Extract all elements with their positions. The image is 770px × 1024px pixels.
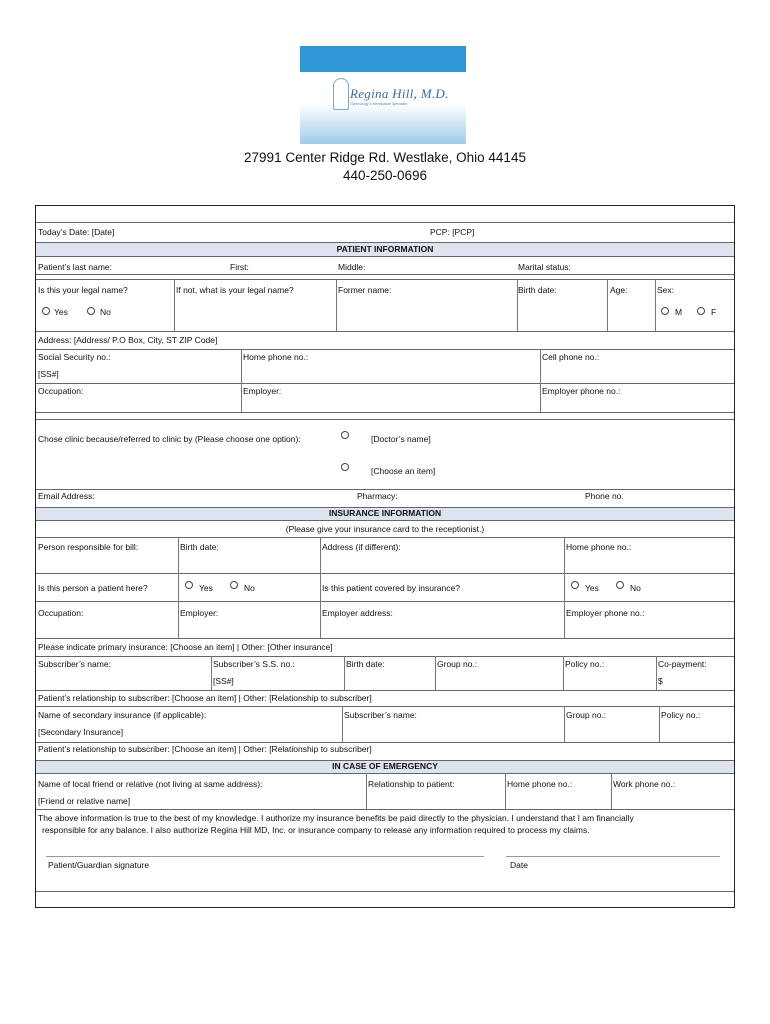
- email-label: Email Address:: [38, 491, 95, 501]
- authorization-statement-1: The above information is true to the best of my knowledge. I authorize my insurance benefits be paid directly to the physician. I understand that I am financially: [38, 813, 634, 823]
- legal-name-yes-label: Yes: [54, 307, 68, 317]
- is-patient-question: Is this person a patient here?: [38, 583, 148, 593]
- covered-question: Is this patient covered by insurance?: [322, 583, 460, 593]
- responsible-birth-label: Birth date:: [180, 542, 219, 552]
- secondary-group-label: Group no.:: [566, 710, 607, 720]
- clinic-doctor-field[interactable]: [Doctor’s name]: [371, 434, 431, 444]
- subscriber-ss-field[interactable]: [SS#]: [213, 676, 234, 686]
- address-if-different-label: Address (if different):: [322, 542, 401, 552]
- sex-f-label: F: [711, 307, 717, 317]
- ssn-field[interactable]: [SS#]: [38, 369, 59, 379]
- patient-info-heading: PATIENT INFORMATION: [336, 244, 434, 254]
- relationship-field[interactable]: Patient’s relationship to subscriber: [Choose an item] | Other: [Relationship to subscriber]: [38, 693, 372, 703]
- practice-phone: 440-250-0696: [342, 168, 428, 183]
- former-name-label: Former name:: [338, 285, 392, 295]
- copay-field[interactable]: $: [658, 676, 663, 686]
- friend-name-field[interactable]: [Friend or relative name]: [38, 796, 131, 806]
- is-patient-no-label: No: [244, 583, 255, 593]
- employer-phone-label: Employer phone no.:: [542, 386, 621, 396]
- ssn-label: Social Security no.:: [38, 352, 111, 362]
- authorization-statement-2: responsible for any balance. I also authorize Regina Hill MD, Inc. or insurance company to release any information required to process my claims.: [42, 825, 590, 835]
- last-name-label: Patient’s last name:: [38, 262, 113, 272]
- responsible-home-phone-label: Home phone no.:: [566, 542, 632, 552]
- signature-line[interactable]: [46, 856, 484, 857]
- logo-tagline: Gynecology & Menopause Specialist: [350, 102, 408, 106]
- logo-text: Regina Hill, M.D.: [350, 86, 449, 101]
- is-patient-no-radio[interactable]: [230, 581, 238, 589]
- birth-date-label: Birth date:: [518, 285, 557, 295]
- middle-name-label: Middle:: [338, 262, 366, 272]
- policy-no-label: Policy no.:: [565, 659, 605, 669]
- clinic-doctor-radio[interactable]: [341, 431, 349, 439]
- age-label: Age:: [610, 285, 628, 295]
- legal-name-no-label: No: [100, 307, 111, 317]
- insurance-info-heading: INSURANCE INFORMATION: [328, 508, 442, 518]
- copay-label: Co-payment:: [658, 659, 707, 669]
- first-name-label: First:: [230, 262, 249, 272]
- pharmacy-phone-label: Phone no.: [585, 491, 624, 501]
- date-label: Date: [510, 860, 528, 870]
- friend-name-label: Name of local friend or relative (not living at same address):: [38, 779, 263, 789]
- is-patient-yes-radio[interactable]: [185, 581, 193, 589]
- secondary-subscriber-label: Subscriber’s name:: [344, 710, 417, 720]
- legal-name-question: Is this your legal name?: [38, 285, 128, 295]
- relationship-field-2[interactable]: Patient’s relationship to subscriber: [Choose an item] | Other: [Relationship to subscriber]: [38, 744, 372, 754]
- emergency-heading: IN CASE OF EMERGENCY: [332, 761, 438, 771]
- sex-label: Sex:: [657, 285, 675, 295]
- covered-yes-radio[interactable]: [571, 581, 579, 589]
- cell-phone-label: Cell phone no.:: [542, 352, 600, 362]
- practice-address: 27991 Center Ridge Rd. Westlake, Ohio 44145: [244, 150, 526, 165]
- sex-m-label: M: [675, 307, 683, 317]
- is-patient-yes-label: Yes: [199, 583, 213, 593]
- covered-no-radio[interactable]: [616, 581, 624, 589]
- group-no-label: Group no.:: [437, 659, 478, 669]
- signature-label: Patient/Guardian signature: [48, 860, 150, 870]
- insured-occupation-label: Occupation:: [38, 608, 84, 618]
- if-not-legal-name-label: If not, what is your legal name?: [176, 285, 294, 295]
- employer-address-label: Employer address:: [322, 608, 393, 618]
- sex-m-radio[interactable]: [661, 307, 669, 315]
- clinic-item-dropdown[interactable]: [Choose an item]: [371, 466, 436, 476]
- clinic-item-radio[interactable]: [341, 463, 349, 471]
- occupation-label: Occupation:: [38, 386, 84, 396]
- legal-name-yes-radio[interactable]: [42, 307, 50, 315]
- logo-figure-icon: [333, 78, 349, 110]
- legal-name-no-radio[interactable]: [87, 307, 95, 315]
- sex-f-radio[interactable]: [697, 307, 705, 315]
- marital-status-label: Marital status:: [518, 262, 571, 272]
- todays-date-field[interactable]: Today’s Date: [Date]: [38, 227, 115, 237]
- pharmacy-label: Pharmacy:: [357, 491, 398, 501]
- clinic-referral-question: Chose clinic because/referred to clinic by (Please choose one option):: [38, 434, 301, 444]
- home-phone-label: Home phone no.:: [243, 352, 309, 362]
- covered-no-label: No: [630, 583, 641, 593]
- secondary-insurance-label: Name of secondary insurance (if applicable):: [38, 710, 207, 720]
- friend-relationship-label: Relationship to patient:: [368, 779, 455, 789]
- date-line[interactable]: [506, 856, 720, 857]
- subscriber-birth-label: Birth date:: [346, 659, 385, 669]
- responsible-person-label: Person responsible for bill:: [38, 542, 139, 552]
- pcp-field[interactable]: PCP: [PCP]: [430, 227, 475, 237]
- secondary-policy-label: Policy no.:: [661, 710, 701, 720]
- insurance-card-note: (Please give your insurance card to the receptionist.): [285, 524, 485, 534]
- employer-label: Employer:: [243, 386, 282, 396]
- insured-employer-label: Employer:: [180, 608, 219, 618]
- primary-insurance-field[interactable]: Please indicate primary insurance: [Choose an item] | Other: [Other insurance]: [38, 642, 333, 652]
- address-field[interactable]: Address: [Address/ P.O Box, City, ST ZIP Code]: [38, 335, 218, 345]
- subscriber-ss-label: Subscriber’s S.S. no.:: [213, 659, 295, 669]
- covered-yes-label: Yes: [585, 583, 599, 593]
- practice-logo: [300, 46, 466, 144]
- secondary-insurance-field[interactable]: [Secondary Insurance]: [38, 727, 124, 737]
- insured-employer-phone-label: Employer phone no.:: [566, 608, 645, 618]
- friend-home-phone-label: Home phone no.:: [507, 779, 573, 789]
- subscriber-name-label: Subscriber’s name:: [38, 659, 111, 669]
- friend-work-phone-label: Work phone no.:: [613, 779, 676, 789]
- patient-intake-form: [35, 205, 735, 908]
